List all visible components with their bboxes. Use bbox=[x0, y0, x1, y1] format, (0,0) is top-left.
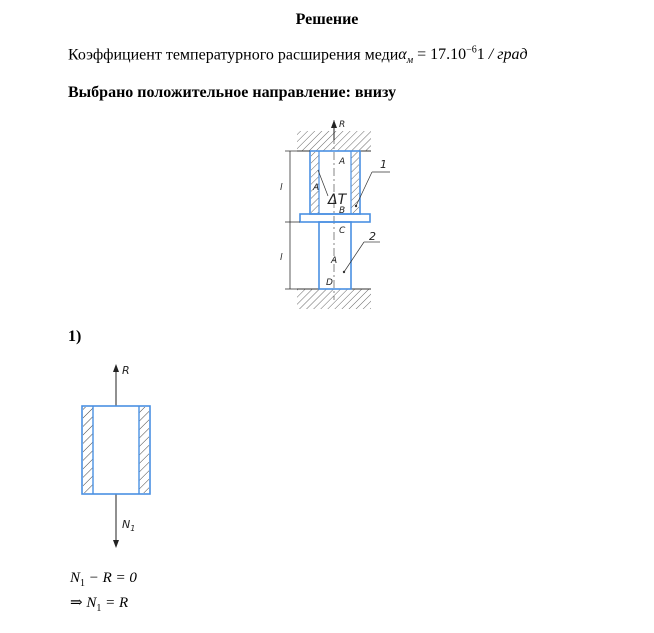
delta-t-label: ΔT bbox=[328, 192, 347, 208]
free-body-diagram bbox=[82, 368, 150, 544]
fbd-force-r-label: R bbox=[122, 364, 130, 377]
fbd-n-symbol: N bbox=[122, 518, 131, 531]
point-c: C bbox=[339, 226, 346, 236]
dimension-lines bbox=[285, 151, 310, 289]
length-label-top: l bbox=[280, 183, 283, 193]
unit-one: 1 bbox=[476, 46, 485, 64]
eq1-rest: − R = 0 bbox=[85, 570, 137, 586]
coefficient-text: Коэффициент температурного расширения меди bbox=[68, 46, 399, 64]
fbd-force-n1-label bbox=[122, 518, 135, 533]
part-1-label: 1 bbox=[380, 158, 387, 171]
reaction-label: R bbox=[339, 120, 346, 130]
coefficient-exponent: −6 bbox=[466, 45, 477, 56]
implies-arrow: ⇒ bbox=[70, 595, 83, 611]
equation-1 bbox=[70, 570, 137, 589]
point-a-left: A bbox=[313, 183, 320, 193]
eq2-rest: = R bbox=[101, 595, 129, 611]
eq2-n: N bbox=[86, 595, 97, 611]
eq1-sub: 1 bbox=[80, 578, 86, 589]
part-2-label: 2 bbox=[369, 230, 376, 243]
equation-2 bbox=[70, 593, 128, 614]
point-d: D bbox=[326, 278, 333, 288]
rigid-plate bbox=[300, 214, 370, 222]
unit-grad: / град bbox=[484, 46, 528, 64]
alpha-symbol: α bbox=[398, 46, 407, 64]
step-1-label: 1) bbox=[68, 328, 82, 345]
point-a-top: A bbox=[339, 157, 346, 167]
solution-heading: Решение bbox=[295, 11, 359, 28]
direction-statement: Выбрано положительное направление: внизу bbox=[68, 84, 397, 101]
point-b: B bbox=[339, 206, 346, 216]
coefficient-value: = 17.10 bbox=[413, 46, 467, 64]
part-2-leader bbox=[343, 242, 380, 273]
length-label-bottom: l bbox=[280, 253, 283, 263]
eq2-sub: 1 bbox=[96, 603, 102, 614]
eq1-n: N bbox=[70, 570, 81, 586]
point-a-lower: A bbox=[331, 256, 338, 266]
alpha-subscript: м bbox=[406, 55, 414, 67]
fbd-n-sub: 1 bbox=[130, 524, 136, 533]
